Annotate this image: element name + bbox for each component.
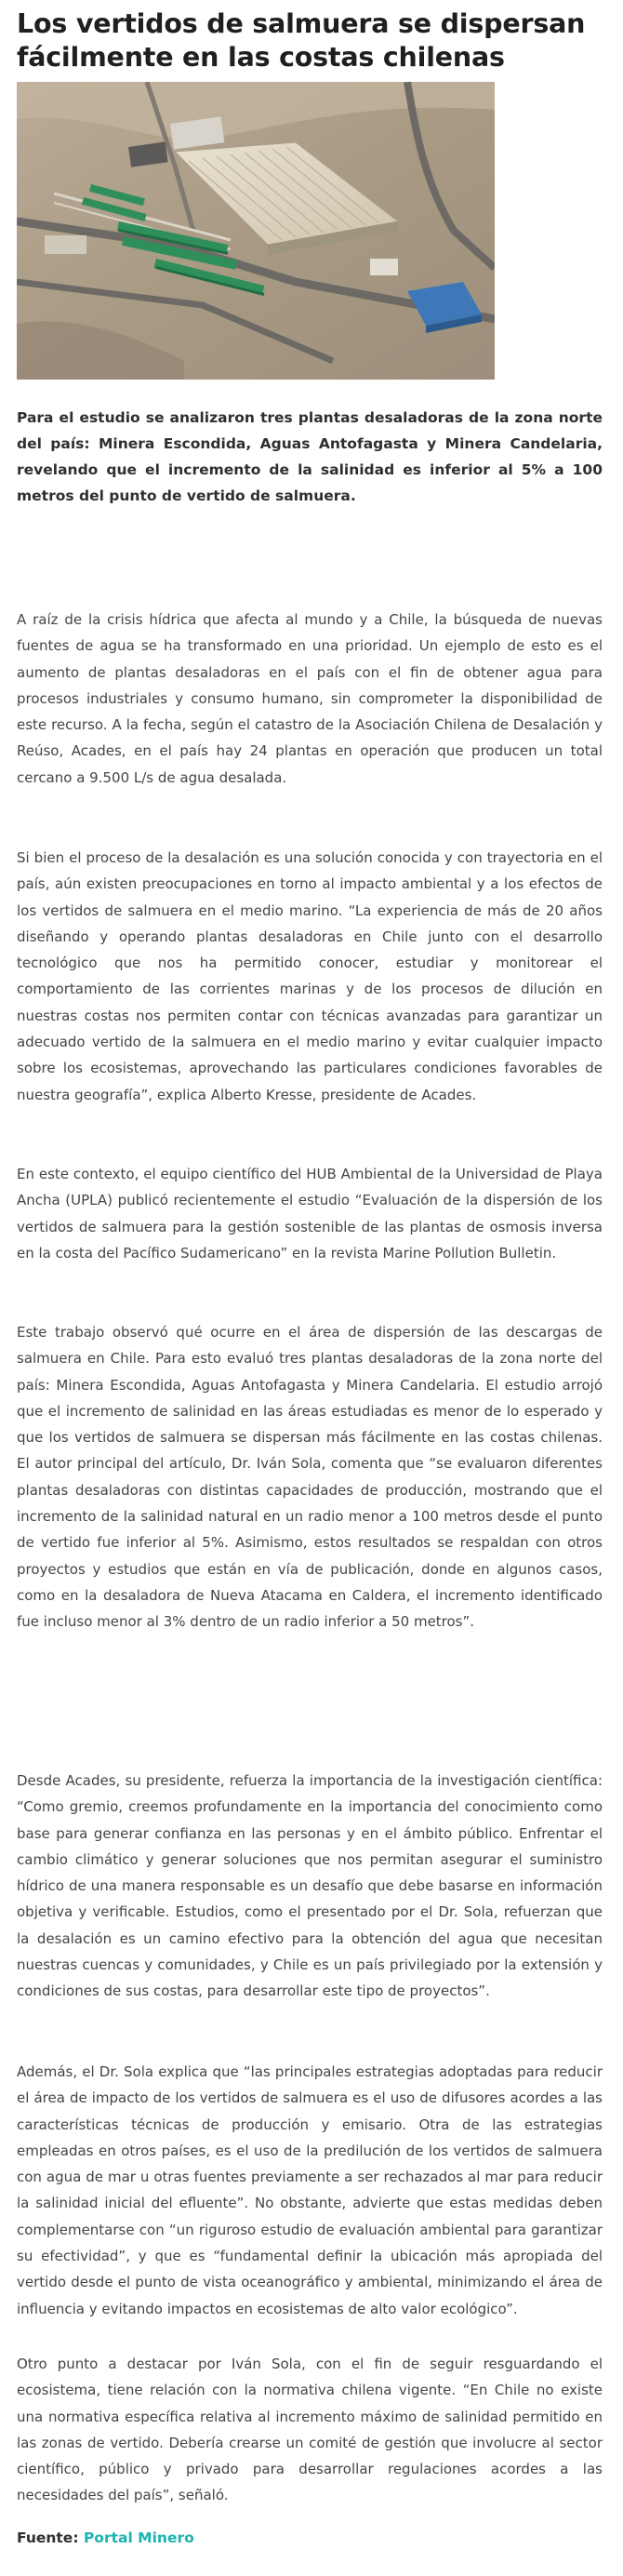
- article-paragraph-5: Desde Acades, su presidente, refuerza la importancia de la investigación científica: “Como gremio, creemos profundamente en la importancia del conocimiento como base para generar confianza en las personas y en el ámbito público. Enfrentar el cambio climático y generar soluciones que nos permitan asegurar el suministro hídrico de una manera responsable es un desafío que debe basarse en información objetiva y verificable. Estudios, como el presentado por el Dr. Sola, refuerzan que la desalación es un camino efectivo para la obtención del agua que necesitan nuestras cuencas y comunidades, y Chile es un país privilegiado por la extensión y condiciones de sus costas, para desarrollar este tipo de proyectos”.: [17, 1772, 603, 2000]
- article-title: Los vertidos de salmuera se dispersan fácilmente en las costas chilenas: [17, 8, 586, 73]
- article-paragraph-6: Además, el Dr. Sola explica que “las principales estrategias adoptadas para reducir el área de impacto de los vertidos de salmuera es el uso de difusores acordes a las características técnicas de producción y emisario. Otra de las estrategias empleadas en otros países, es el uso de la predilución de los vertidos de salmuera con agua de mar u otras fuentes previamente a ser rechazados al mar para reducir la salinidad inicial del efluente”. No obstante, advierte que estas medidas deben complementarse con “un riguroso estudio de evaluación ambiental para garantizar su efectividad”, y que es “fundamental definir la ubicación más apropiada del vertido desde el punto de vista oceanográfico y ambiental, minimizando el área de influencia y evitando impactos en ecosistemas de alto valor ecológico”.: [17, 2063, 603, 2317]
- article-paragraph-1: A raíz de la crisis hídrica que afecta al mundo y a Chile, la búsqueda de nuevas fuentes de agua se ha transformado en una prioridad. Un ejemplo de esto es el aumento de plantas desaladoras en el país con el fin de obtener agua para procesos industriales y consumo humano, sin comprometer la disponibilidad de este recurso. A la fecha, según el catastro de la Asociación Chilena de Desalación y Reúso, Acades, en el país hay 24 plantas en operación que producen un total cercano a 9.500 L/s de agua desalada.: [17, 611, 603, 786]
- article-paragraph-7: Otro punto a destacar por Iván Sola, con el fin de seguir resguardando el ecosistema, tiene relación con la normativa chilena vigente. “En Chile no existe una normativa específica relativa al incremento máximo de salinidad permitido en las zonas de vertido. Debería crearse un comité de gestión que involucre al sector científico, público y privado para desarrollar regulaciones acordes a las necesidades del país”, señaló.: [17, 2356, 603, 2504]
- article-paragraph-3: En este contexto, el equipo científico del HUB Ambiental de la Universidad de Playa Ancha (UPLA) publicó recientemente el estudio “Evaluación de la dispersión de los vertidos de salmuera para la gestión sostenible de las plantas de osmosis inversa en la costa del Pacífico Sudamericano” en la revista Marine Pollution Bulletin.: [17, 1166, 603, 1261]
- desalination-plant-aerial-image: [17, 82, 495, 380]
- source-link[interactable]: Portal Minero: [83, 2529, 194, 2546]
- article-lead: Para el estudio se analizaron tres plantas desaladoras de la zona norte del país: Minera Escondida, Aguas Antofagasta y Minera Candelaria, revelando que el incremento de la salinidad es inferior al 5% a 100 metros del punto de vertido de salmuera.: [17, 409, 603, 504]
- source-line: [17, 2529, 194, 2546]
- article-photo: [17, 82, 495, 380]
- source-label: Fuente:: [17, 2529, 79, 2546]
- article-paragraph-2: Si bien el proceso de la desalación es una solución conocida y con trayectoria en el país, aún existen preocupaciones en torno al impacto ambiental y a los efectos de los vertidos de salmuera en el medio marino. “La experiencia de más de 20 años diseñando y operando plantas desaladoras en Chile junto con el desarrollo tecnológico que nos ha permitido conocer, estudiar y monitorear el comportamiento de las corrientes marinas y de los procesos de dilución en nuestras costas nos permiten contar con técnicas avanzadas para garantizar un adecuado vertido de la salmuera en el medio marino y evitar cualquier impacto sobre los ecosistemas, aprovechando las particulares condiciones favorables de nuestra geografía”, explica Alberto Kresse, presidente de Acades.: [17, 849, 603, 1103]
- article-paragraph-4: Este trabajo observó qué ocurre en el área de dispersión de las descargas de salmuera en Chile. Para esto evaluó tres plantas desaladoras de la zona norte del país: Minera Escondida, Aguas Antofagasta y Minera Candelaria. El estudio arrojó que el incremento de salinidad en las áreas estudiadas es menor de lo esperado y que los vertidos de salmuera se dispersan más fácilmente en las costas chilenas. El autor principal del artículo, Dr. Iván Sola, comenta que “se evaluaron diferentes plantas desaladoras con distintas capacidades de producción, mostrando que el incremento de la salinidad natural en un radio menor a 100 metros desde el punto de vertido fue inferior al 5%. Asimismo, estos resultados se respaldan con otros proyectos y estudios que están en vía de publicación, donde en algunos casos, como en la desaladora de Nueva Atacama en Caldera, el incremento identificado fue incluso menor al 3% dentro de un radio inferior a 50 metros”.: [17, 1324, 603, 1631]
